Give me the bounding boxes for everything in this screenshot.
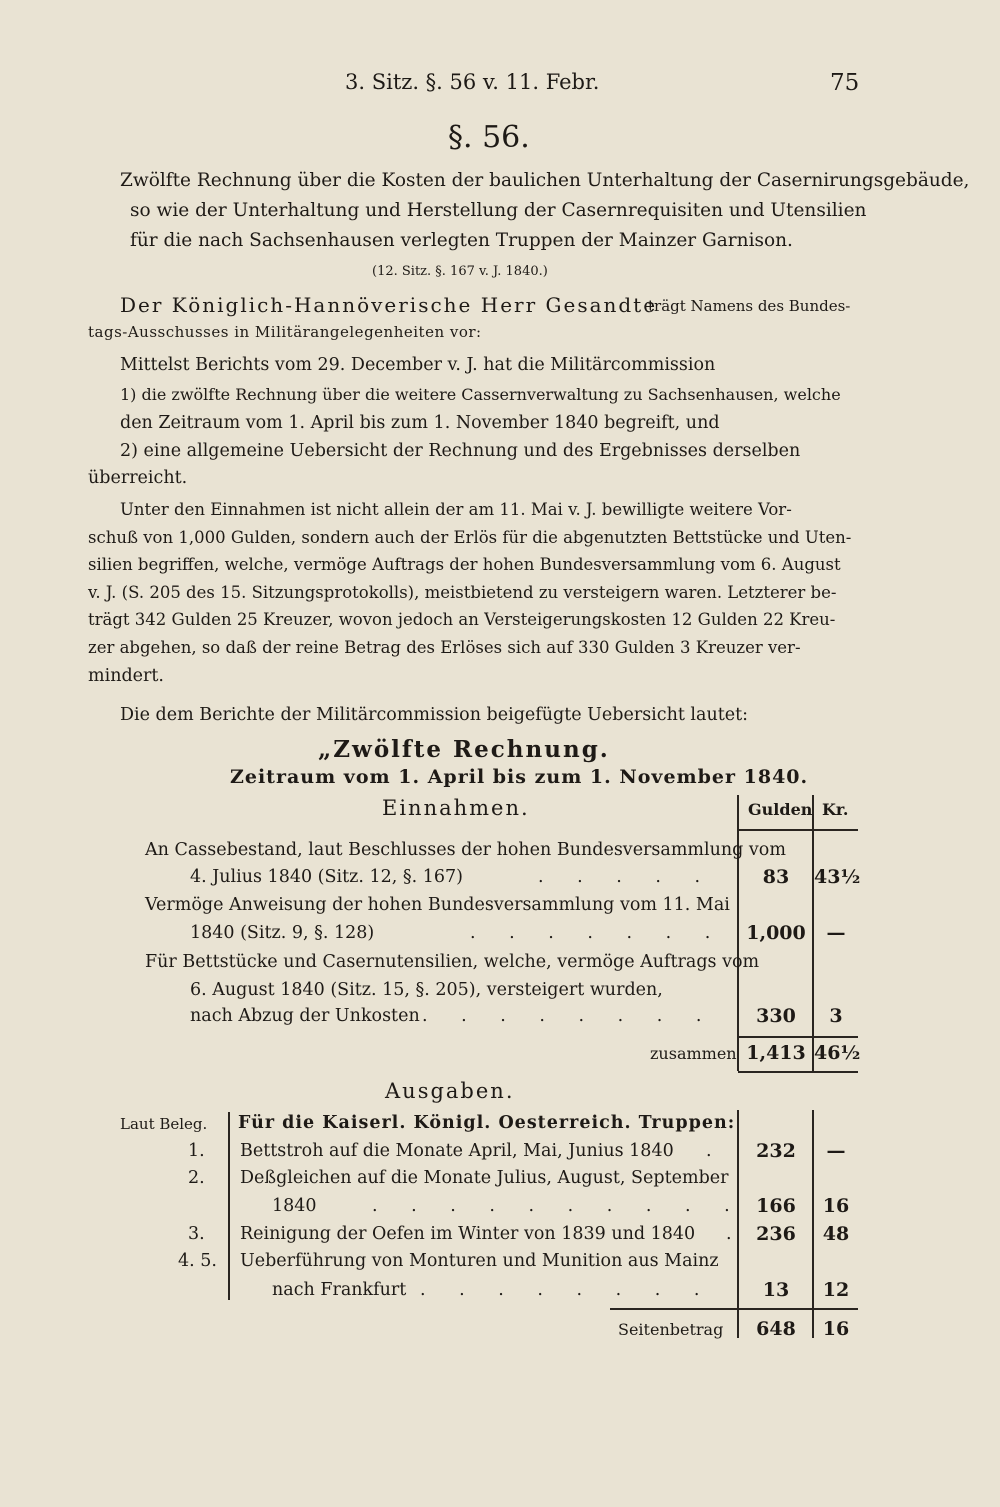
beleg-rule	[228, 1112, 230, 1300]
income-kreuzer: —	[826, 922, 846, 944]
expense-kreuzer: 48	[822, 1223, 850, 1245]
header-rule	[738, 829, 858, 831]
income-gulden: 1,000	[746, 922, 806, 944]
leader-dots: . . . . . . . .	[422, 1006, 716, 1026]
title-line: so wie der Unterhaltung und Herstellung der Casernrequisiten und Utensilien	[130, 200, 867, 221]
income-heading: Einnahmen.	[382, 796, 530, 820]
income-gulden: 83	[762, 866, 790, 888]
beleg-number: 4. 5.	[178, 1251, 217, 1271]
body-line: mindert.	[88, 666, 164, 686]
leader-dots: .	[726, 1224, 732, 1244]
income-total-kreuzer: 46½	[814, 1042, 861, 1064]
income-row-line: 4. Julius 1840 (Sitz. 12, §. 167)	[190, 867, 463, 887]
expense-row-line: nach Frankfurt	[272, 1280, 407, 1300]
beleg-number: 2.	[188, 1168, 205, 1188]
leader-dots: . . . . .	[538, 867, 715, 887]
body-line: 1) die zwölfte Rechnung über die weitere Cassernverwaltung zu Sachsenhausen, welche	[120, 385, 841, 404]
intro-rest: trägt Namens des Bundes-	[648, 297, 851, 315]
beleg-label: Laut Beleg.	[120, 1115, 208, 1133]
expense-gulden: 166	[756, 1195, 796, 1217]
reference-note: (12. Sitz. §. 167 v. J. 1840.)	[372, 264, 548, 279]
expense-kreuzer: 12	[822, 1279, 850, 1301]
expense-gulden: 232	[756, 1140, 796, 1162]
column-rule	[737, 795, 739, 1071]
income-kreuzer: 43½	[814, 866, 861, 888]
running-head: 3. Sitz. §. 56 v. 11. Febr.	[345, 70, 600, 94]
body-line: zer abgehen, so daß der reine Betrag des Erlöses sich auf 330 Gulden 3 Kreuzer ver-	[88, 638, 801, 657]
account-period: Zeitraum vom 1. April bis zum 1. November 1840.	[230, 766, 809, 788]
income-row-line: Für Bettstücke und Casernutensilien, welche, vermöge Auftrags vom	[145, 952, 760, 972]
intro-line: tags-Ausschusses in Militärangelegenheiten vor:	[88, 323, 482, 341]
body-line: v. J. (S. 205 des 15. Sitzungsprotokolls), meistbietend zu versteigern waren. Letzterer be-	[88, 583, 837, 602]
beleg-number: 3.	[188, 1224, 205, 1244]
income-row-line: An Cassebestand, laut Beschlusses der hohen Bundesversammlung vom	[145, 840, 786, 860]
page-number: 75	[830, 70, 860, 96]
expense-row-line: Bettstroh auf die Monate April, Mai, Junius 1840	[240, 1141, 674, 1161]
section-heading: §. 56.	[448, 120, 530, 155]
column-rule	[737, 1110, 739, 1338]
income-gulden: 330	[756, 1005, 796, 1027]
leader-dots: . . . . . . . . . .	[372, 1196, 744, 1216]
body-line: Die dem Berichte der Militärcommission beigefügte Uebersicht lautet:	[120, 705, 749, 725]
expense-row-line: Reinigung der Oefen im Winter von 1839 und 1840	[240, 1224, 696, 1244]
income-total-label: zusammen	[650, 1044, 737, 1063]
leader-dots: .	[706, 1141, 712, 1161]
expenses-total-kreuzer: 16	[822, 1318, 850, 1340]
total-rule	[738, 1071, 858, 1073]
body-line: trägt 342 Gulden 25 Kreuzer, wovon jedoch an Versteigerungskosten 12 Gulden 22 Kreu-	[88, 610, 836, 629]
title-line: für die nach Sachsenhausen verlegten Truppen der Mainzer Garnison.	[130, 230, 793, 251]
total-rule	[738, 1036, 858, 1038]
expenses-group-label: Für die Kaiserl. Königl. Oesterreich. Truppen:	[238, 1113, 736, 1133]
title-line: Zwölfte Rechnung über die Kosten der baulichen Unterhaltung der Casernirungsgebäude,	[120, 170, 970, 191]
body-line: Unter den Einnahmen ist nicht allein der am 11. Mai v. J. bewilligte weitere Vor-	[120, 500, 792, 519]
leader-dots: . . . . . . . .	[420, 1280, 714, 1300]
income-total-gulden: 1,413	[746, 1042, 806, 1064]
expense-row-line: 1840	[272, 1196, 317, 1216]
expense-row-line: Deßgleichen auf die Monate Julius, August, September	[240, 1168, 729, 1188]
expense-gulden: 236	[756, 1223, 796, 1245]
body-line: den Zeitraum vom 1. April bis zum 1. November 1840 begreift, und	[120, 413, 720, 433]
expense-kreuzer: —	[826, 1140, 846, 1162]
income-row-line: 6. August 1840 (Sitz. 15, §. 205), versteigert wurden,	[190, 980, 663, 1000]
income-row-line: 1840 (Sitz. 9, §. 128)	[190, 923, 375, 943]
column-header-kreuzer: Kr.	[822, 800, 849, 819]
account-title: „Zwölfte Rechnung.	[318, 736, 610, 763]
body-line: Mittelst Berichts vom 29. December v. J. hat die Militärcommission	[120, 355, 716, 375]
expenses-heading: Ausgaben.	[385, 1079, 515, 1103]
body-line: überreicht.	[88, 468, 188, 488]
income-kreuzer: 3	[829, 1005, 843, 1027]
intro-speaker: Der Königlich-Hannöverische Herr Gesandte	[120, 293, 658, 317]
body-line: silien begriffen, welche, vermöge Auftrags der hohen Bundesversammlung vom 6. August	[88, 555, 841, 574]
expense-gulden: 13	[762, 1279, 790, 1301]
expenses-total-gulden: 648	[756, 1318, 796, 1340]
leader-dots: . . . . . . .	[470, 923, 725, 943]
expenses-total-label: Seitenbetrag	[618, 1320, 724, 1339]
body-line: 2) eine allgemeine Uebersicht der Rechnung und des Ergebnisses derselben	[120, 441, 801, 461]
expense-row-line: Ueberführung von Monturen und Munition aus Mainz	[240, 1251, 719, 1271]
column-header-gulden: Gulden	[748, 800, 813, 819]
total-rule	[610, 1308, 858, 1310]
body-line: schuß von 1,000 Gulden, sondern auch der Erlös für die abgenutzten Bettstücke und Uten-	[88, 528, 852, 547]
expense-kreuzer: 16	[822, 1195, 850, 1217]
beleg-number: 1.	[188, 1141, 205, 1161]
income-row-line: Vermöge Anweisung der hohen Bundesversammlung vom 11. Mai	[145, 895, 730, 915]
income-row-line: nach Abzug der Unkosten	[190, 1006, 420, 1026]
